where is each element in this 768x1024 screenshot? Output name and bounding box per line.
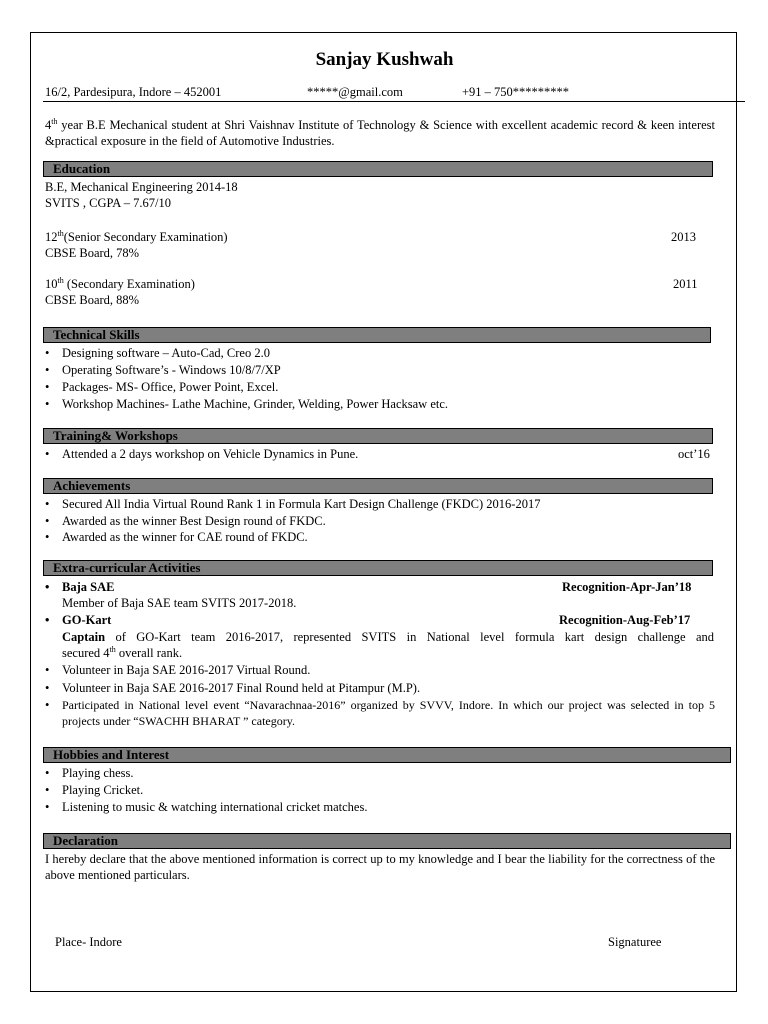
twelfth-sup: th (57, 229, 64, 238)
education-tenth (45, 276, 195, 292)
list-item: • Workshop Machines- Lathe Machine, Grinder, Welding, Power Hacksaw etc. (45, 396, 448, 412)
objective-ordinal-sup: th (51, 117, 58, 126)
tenth-sup: th (57, 276, 64, 285)
tenth-num: 10 (45, 277, 58, 291)
list-item: • Playing chess. (45, 765, 134, 781)
gokart-desc-2a: secured 4 (62, 646, 110, 660)
list-item: • Awarded as the winner for CAE round of FKDC. (45, 529, 308, 545)
list-item: • Designing software – Auto-Cad, Creo 2.0 (45, 345, 270, 361)
hobbies-heading: Hobbies and Interest (43, 747, 731, 763)
list-item: • Baja SAE (45, 579, 114, 595)
gokart-description-line-1 (62, 629, 714, 645)
phone: +91 – 750********* (462, 85, 570, 99)
twelfth-num: 12 (45, 230, 58, 244)
list-item: • Volunteer in Baja SAE 2016-2017 Final Round held at Pitampur (M.P). (45, 680, 420, 696)
achievements-heading: Achievements (43, 478, 713, 494)
list-item: • Playing Cricket. (45, 782, 143, 798)
extracurricular-heading: Extra-curricular Activities (43, 560, 713, 576)
list-item: • Participated in National level event “Navarachnaa-2016” organized by SVVV, Indore. In which our project was selected in top 5 projects under “SWACHH BHARAT ” category. (45, 697, 715, 729)
list-item: • Volunteer in Baja SAE 2016-2017 Virtual Round. (45, 662, 310, 678)
gokart-desc-2sup: th (109, 645, 116, 654)
training-heading: Training& Workshops (43, 428, 713, 444)
tenth-exam: (Secondary Examination) (63, 277, 195, 291)
technical-skills-heading: Technical Skills (43, 327, 711, 343)
list-item: • Secured All India Virtual Round Rank 1 in Formula Kart Design Challenge (FKDC) 2016-2017 (45, 496, 540, 512)
list-item: • Packages- MS- Office, Power Point, Excel. (45, 379, 278, 395)
declaration-heading: Declaration (43, 833, 731, 849)
objective-paragraph (45, 117, 715, 149)
gokart-description-line-2 (62, 645, 182, 661)
twelfth-board: CBSE Board, 78% (45, 246, 140, 260)
gokart-captain: Captain (62, 630, 106, 644)
education-heading: Education (43, 161, 713, 177)
gokart-recognition: Recognition-Aug-Feb’17 (559, 613, 691, 627)
resume-page (30, 32, 737, 992)
baja-recognition: Recognition-Apr-Jan’18 (562, 580, 692, 594)
twelfth-exam: (Senior Secondary Examination) (63, 230, 228, 244)
declaration-text: I hereby declare that the above mentioned information is correct up to my knowledge and I bear the liability for the correctness of the above mentioned particulars. (45, 852, 715, 882)
gokart-desc-1: of GO-Kart team 2016-2017, represented SVITS in National level formula kart design challenge and (105, 630, 714, 644)
tenth-board: CBSE Board, 88% (45, 293, 140, 307)
list-item: • Awarded as the winner Best Design round of FKDC. (45, 513, 326, 529)
baja-description: Member of Baja SAE team SVITS 2017-2018. (62, 596, 297, 610)
twelfth-year: 2013 (671, 230, 696, 244)
objective-ordinal: 4 (45, 118, 52, 132)
training-date: oct’16 (678, 447, 710, 461)
objective-text: year B.E Mechanical student at Shri Vaishnav Institute of Technology & Science with excellent academic record & keen interest &practical exposure in the field of Automotive Industries. (45, 118, 715, 148)
list-item: • Operating Software’s - Windows 10/8/7/XP (45, 362, 281, 378)
tenth-year: 2011 (673, 277, 698, 291)
list-item: • Listening to music & watching international cricket matches. (45, 799, 367, 815)
candidate-name: Sanjay Kushwah (315, 49, 454, 70)
list-item: • GO-Kart (45, 612, 111, 628)
education-degree: B.E, Mechanical Engineering 2014-18 (45, 180, 238, 194)
email: *****@gmail.com (307, 85, 403, 99)
gokart-desc-2b: overall rank. (115, 646, 183, 660)
list-item: • Attended a 2 days workshop on Vehicle Dynamics in Pune. (45, 446, 358, 462)
education-college: SVITS , CGPA – 7.67/10 (45, 196, 171, 210)
address: 16/2, Pardesipura, Indore – 452001 (45, 85, 222, 99)
place: Place- Indore (55, 935, 122, 949)
header-divider (43, 101, 745, 102)
education-twelfth (45, 229, 228, 245)
signature-label: Signaturee (608, 935, 662, 949)
